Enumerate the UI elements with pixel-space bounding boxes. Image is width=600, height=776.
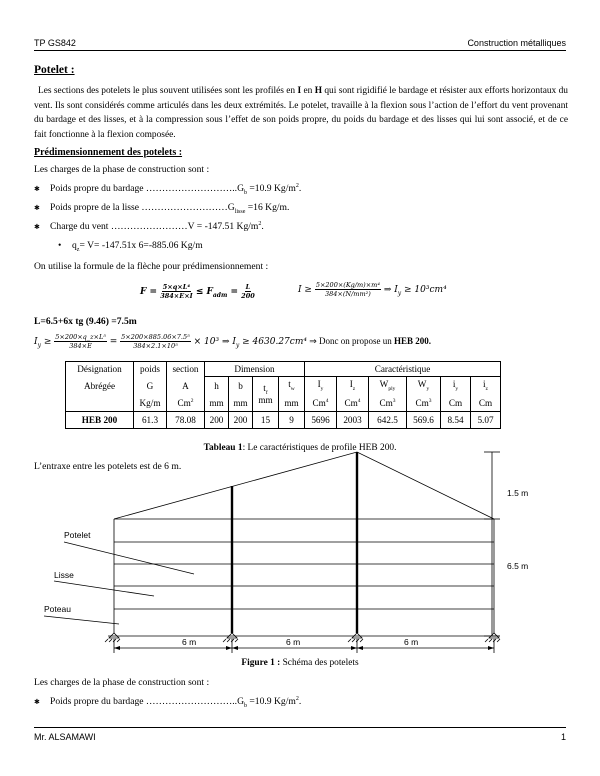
sym-7: $I_z$	[337, 377, 369, 395]
sym-11: $i_z$	[471, 377, 501, 395]
charges-intro: Les charges de la phase de construction sont :	[34, 164, 210, 175]
charges-intro-2: Les charges de la phase de construction sont :	[34, 677, 210, 688]
entraxe-text: L’entraxe entre les potelets est de 6 m.	[34, 461, 182, 472]
predim-title: Prédimensionnement des potelets :	[34, 147, 183, 158]
th-poids: poids	[134, 362, 167, 377]
formula-deflection: F = $\frac{\text{5×q×L⁴}}{384\times E\times I}$ ≤ $F_{adm}$ = $\frac{L}{200}$	[140, 283, 255, 300]
unit-2: mm	[205, 395, 229, 412]
roof-line	[114, 452, 494, 519]
profile-table	[65, 361, 501, 429]
formula-intro: On utilise la formule de la flèche pour prédimensionnement :	[34, 261, 269, 272]
cell: 61.3	[134, 412, 167, 429]
cell: 642.5	[369, 412, 407, 429]
footer-author: Mr. ALSAMAWI	[34, 732, 96, 742]
charge-bardage: ✱ Poids propre du bardage $\dots\dots\dots\dots\dots\dots\dots\dots\dots..G_b =10.9$ $Kg/m^2$.	[34, 183, 302, 197]
charge-lisse: ✱ Poids propre de la lisse $\dots\dots\dots\dots\dots\dots\dots\dots\dots G_{lisse} =16$ Kg/m.	[34, 202, 290, 215]
th-caracteristique: Caractéristique	[305, 362, 501, 377]
table-caption: Tableau 1: Le caractéristiques de profile HEB 200.	[203, 443, 397, 453]
sym-10: $i_y$	[441, 377, 471, 395]
cell: 78.08	[167, 412, 205, 429]
th-abregee: Abrégée	[66, 377, 134, 395]
unit-9: Cm$^3$	[407, 395, 441, 412]
cell: 15	[253, 412, 279, 429]
span-label: 6 m	[182, 637, 197, 647]
intro-paragraph: Les sections des potelets le plus souvent utilisées sont les profilés en I en H qui sont rigidifié le bardage et résister aux efforts horizontaux du vent. Ils sont considérés comme articulés dans les deux extrémités. Le potelet, travaille à la flexion sous l’action de l’effort du vent provenant du bardage et des lisses, et à la compression sous l’effet de son poids propre, du poids du bardage et des lisses qui lui sont associé, et de ce fait fonctionne à la flexion composée.	[34, 86, 568, 140]
sym-2: h	[205, 377, 229, 395]
cell: 200	[205, 412, 229, 429]
unit-1: Cm$^2$	[167, 395, 205, 412]
cell: 569.6	[407, 412, 441, 429]
unit-6: Cm$^4$	[305, 395, 337, 412]
cell: 2003	[337, 412, 369, 429]
formula-iy: $I_y$ ≥ $\frac{\text{5×200×q\_z×L⁵}}{384\times E}$ = $\frac{\text{5×200×885.06×7.5⁵}}{\text{384×2.1×10⁵}}$ × 10³ ⇒ $I_y \ge 4630.27cm^4$ ⇒ Donc on propose un HEB 200.	[34, 333, 432, 350]
unit-11: Cm	[471, 395, 501, 412]
cell: 9	[279, 412, 305, 429]
bullet-icon: ✱	[34, 185, 40, 194]
unit-3: mm	[229, 395, 253, 412]
unit-7: Cm$^4$	[337, 395, 369, 412]
label-lisse: Lisse	[54, 570, 74, 580]
header-left: TP GS842	[34, 38, 76, 48]
charge-vent: ✱ Charge du vent ……………………V = -147.51 $Kg/m^2$.	[34, 221, 264, 233]
dim-side-label: 6.5 m	[507, 561, 529, 571]
dim-top-label: 1.5 m	[507, 488, 529, 498]
span-label: 6 m	[286, 637, 301, 647]
th-section: section	[167, 362, 205, 377]
cell: 5.07	[471, 412, 501, 429]
section-title: Potelet :	[34, 64, 75, 76]
sym-3: b	[229, 377, 253, 395]
header-rule	[34, 50, 566, 51]
th-designation: Désignation	[66, 362, 134, 377]
label-poteau: Poteau	[44, 604, 71, 614]
bullet-icon: ✱	[34, 204, 40, 212]
label-potelet: Potelet	[64, 530, 91, 540]
sym-8: $W_{ply}$	[369, 377, 407, 395]
sym-1: A	[167, 377, 205, 395]
unit-10: Cm	[441, 395, 471, 412]
sym-5: $t_w$	[279, 377, 305, 395]
qz-line: • $q_z= V= -147.51x$ 6=-885.06 Kg/m	[58, 240, 203, 253]
footer-page: 1	[560, 732, 566, 742]
sym-6: $I_y$	[305, 377, 337, 395]
sym-0: G	[134, 377, 167, 395]
th-dimension: Dimension	[205, 362, 305, 377]
unit-5: mm	[279, 395, 305, 412]
bullet-icon: ✱	[34, 698, 40, 707]
bullet-icon: ✱	[34, 223, 40, 232]
length-line: L=6.5+6x tg (9.46) =7.5m	[34, 316, 137, 327]
unit-8: Cm$^3$	[369, 395, 407, 412]
charge-bardage-repeat: ✱ Poids propre du bardage $\dots\dots\dots\dots\dots\dots\dots\dots\dots..G_b =10.9$ $Kg/m^2$.	[34, 696, 302, 710]
table-row	[66, 412, 501, 429]
sym-4: $t_f$ mm	[253, 377, 279, 412]
cell: 8.54	[441, 412, 471, 429]
span-label: 6 m	[404, 637, 419, 647]
row-name: HEB 200	[66, 412, 134, 429]
sym-9: $W_y$	[407, 377, 441, 395]
cell: 5696	[305, 412, 337, 429]
footer-rule	[34, 727, 566, 728]
potelet-diagram	[34, 450, 534, 655]
formula-inertia: I ≥ $\frac{\text{5×200×(Kg/m)×m⁴}}{\text{384×(N/mm²)}}$ ⇒ $I_y \ge 10^3cm^4$	[298, 281, 447, 298]
header-right: Construction métalliques	[467, 38, 566, 48]
unit-0: Kg/m	[134, 395, 167, 412]
cell: 200	[229, 412, 253, 429]
figure-caption: Figure 1 : Schéma des potelets	[241, 658, 359, 668]
